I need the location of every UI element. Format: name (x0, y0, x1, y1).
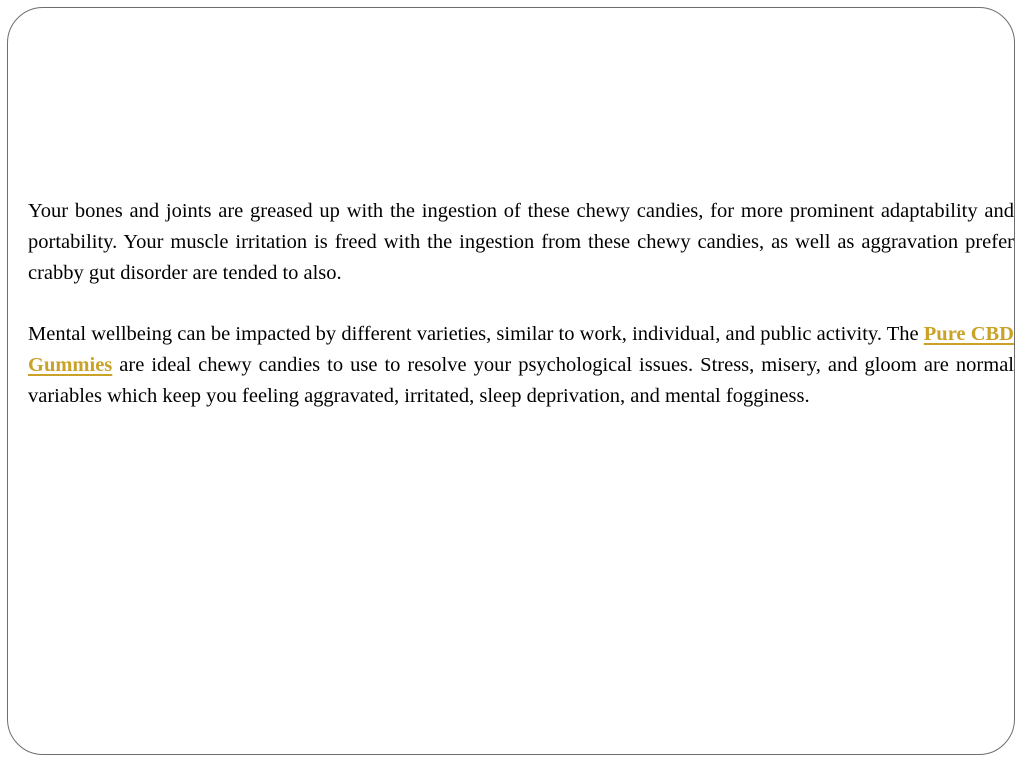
paragraph-text-after-link: are ideal chewy candies to use to resolve your psychological issues. Stress, misery, and gloom are normal variables which keep you feeling aggravated, irritated, sleep deprivation, and mental fogginess. (28, 354, 1014, 407)
pure-cbd-gummies-link[interactable]: Pure CBD Gummies (28, 323, 1014, 376)
paragraph-joints: Your bones and joints are greased up with the ingestion of these chewy candies, for more prominent adaptability and portability. Your muscle irritation is freed with the ingestion from these chewy candies, as well as aggravation prefer crabby gut disorder are tended to also. (28, 200, 1014, 284)
paragraph-text-before-link: Mental wellbeing can be impacted by different varieties, similar to work, individual, and public activity. The (28, 323, 924, 345)
paragraph-mental-wellbeing (28, 319, 1014, 412)
slide-content (28, 196, 1014, 412)
